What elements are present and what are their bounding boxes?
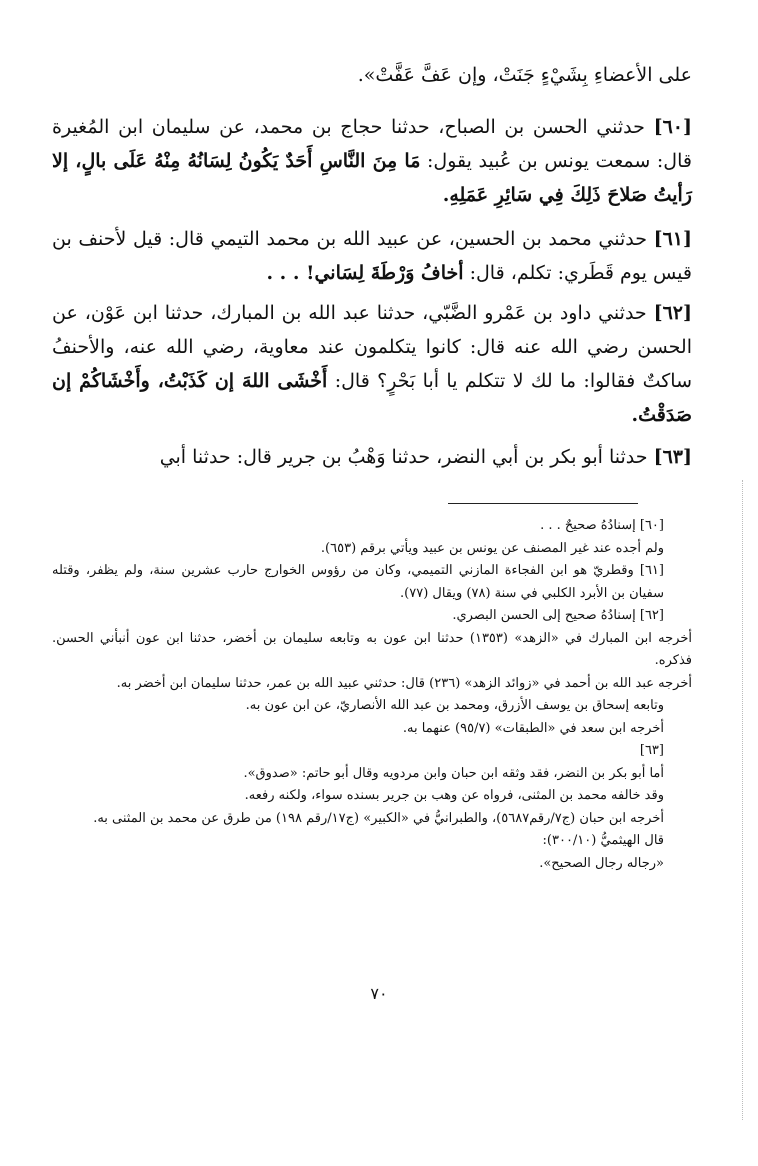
- entry-number: [٦٢]: [653, 302, 692, 324]
- entry-quote: أَخْشَى اللهَ إن كَذَبْتُ، وأَخْشَاكُمْ إن صَدَقْتُ.: [52, 370, 692, 426]
- footnote-line: أخرجه عبد الله بن أحمد في «زوائد الزهد» (٢٣٦) قال: حدثني عبيد الله بن عمر، حدثنا سليمان ابن أخضر به.: [116, 675, 692, 691]
- footnote-line: [٦١] وقطريّ هو ابن الفجاءة المازني التميمي، وكان من رؤوس الخوارج حارب عشرين سنة، ولم يظفر، وقتله سفيان بن الأبرد الكلبي في سنة (٧٨) ويقال (٧٧).: [52, 563, 664, 601]
- footnote-line: ولم أجده عند غير المصنف عن يونس بن عبيد ويأتي برقم (٦٥٣).: [320, 540, 664, 556]
- footnote-line: [٦٣]: [639, 743, 664, 758]
- entry-63: [52, 440, 692, 474]
- continued-text: [52, 58, 692, 92]
- entry-text: حدثني داود بن عَمْرو الضَّبّي، حدثنا عبد الله بن المبارك، حدثنا ابن عَوْن، عن الحسن رضي الله عنه قال: كانوا يتكلمون عند معاوية، رضي الله عنه، والأحنفُ ساكتٌ فقالوا: ما لك لا تتكلم يا أبا بَحْرٍ؟ قال:: [52, 302, 692, 392]
- footnote-line: «رجاله رجال الصحيح».: [539, 855, 664, 871]
- fragment-line: على الأعضاءِ بِشَيْءٍ جَنَتْ، وإن عَفَّ عَفَّتْ».: [357, 64, 692, 86]
- page-number: ٧٠: [370, 984, 388, 1003]
- entry-62: [52, 296, 692, 432]
- footnotes: [52, 515, 692, 875]
- footnote-line: [٦٠] إسنادُهُ صحيحٌ . . .: [540, 518, 664, 533]
- footnote-line: أخرجه ابن سعد في «الطبقات» (٩٥/٧) عنهما به.: [402, 720, 664, 736]
- scan-margin-line: [742, 480, 744, 1120]
- entry-number: [٦٠]: [653, 116, 692, 138]
- entry-60: [52, 110, 692, 212]
- entry-text: حدثنا أبو بكر بن أبي النضر، حدثنا وَهْبُ بن جرير قال: حدثنا أبي: [159, 446, 648, 468]
- footnote-line: أخرجه ابن المبارك في «الزهد» (١٣٥٣) حدثنا ابن عون به وتابعه سليمان بن أخضر، حدثنا ابن عون أنبأني الحسن. فذكره.: [52, 630, 692, 668]
- entry-quote: مَا مِنَ النَّاسِ أَحَدٌ يَكُونُ لِسَانُهُ مِنْهُ عَلَى بالٍ، إلا رَأيتُ صَلاحَ ذَلِكَ فِي سَائِرِ عَمَلِهِ.: [52, 150, 692, 206]
- entry-number: [٦٣]: [653, 446, 692, 468]
- entry-number: [٦١]: [653, 228, 693, 250]
- footnote-divider: [448, 503, 638, 504]
- footnote-line: أما أبو بكر بن النضر، فقد وثقه ابن حبان وابن مردويه وقال أبو حاتم: «صدوق».: [243, 765, 664, 781]
- footnote-line: قال الهيثميُّ (٣٠٠/١٠):: [542, 833, 664, 848]
- entry-text: حدثني الحسن بن الصباح، حدثنا حجاج بن محمد، عن سليمان ابن المُغيرة قال: سمعت يونس بن عُبيد يقول:: [52, 116, 692, 172]
- entry-quote: أخافُ وَرْطَةَ لِسَاني! . . .: [266, 262, 464, 284]
- footnote-line: أخرجه ابن حبان (ج٧/رقم٥٦٨٧)، والطبرانيُّ في «الكبير» (ج١٧/رقم ١٩٨) من طرق عن محمد بن المثنى به.: [93, 810, 664, 826]
- footnote-line: [٦٢] إسنادُهُ صحيح إلى الحسن البصري.: [452, 608, 664, 623]
- entry-text: حدثني محمد بن الحسين، عن عبيد الله بن محمد التيمي قال: قيل لأحنف بن قيس يوم قَطَري: تكلم، قال:: [52, 228, 692, 284]
- entry-61: [52, 222, 692, 290]
- footnote-line: وقد خالفه محمد بن المثنى، فرواه عن وهب بن جرير بسنده سواء، ولكنه رفعه.: [244, 788, 664, 803]
- footnote-line: وتابعه إسحاق بن يوسف الأزرق، ومحمد بن عبد الله الأنصاريّ، عن ابن عون به.: [245, 698, 664, 713]
